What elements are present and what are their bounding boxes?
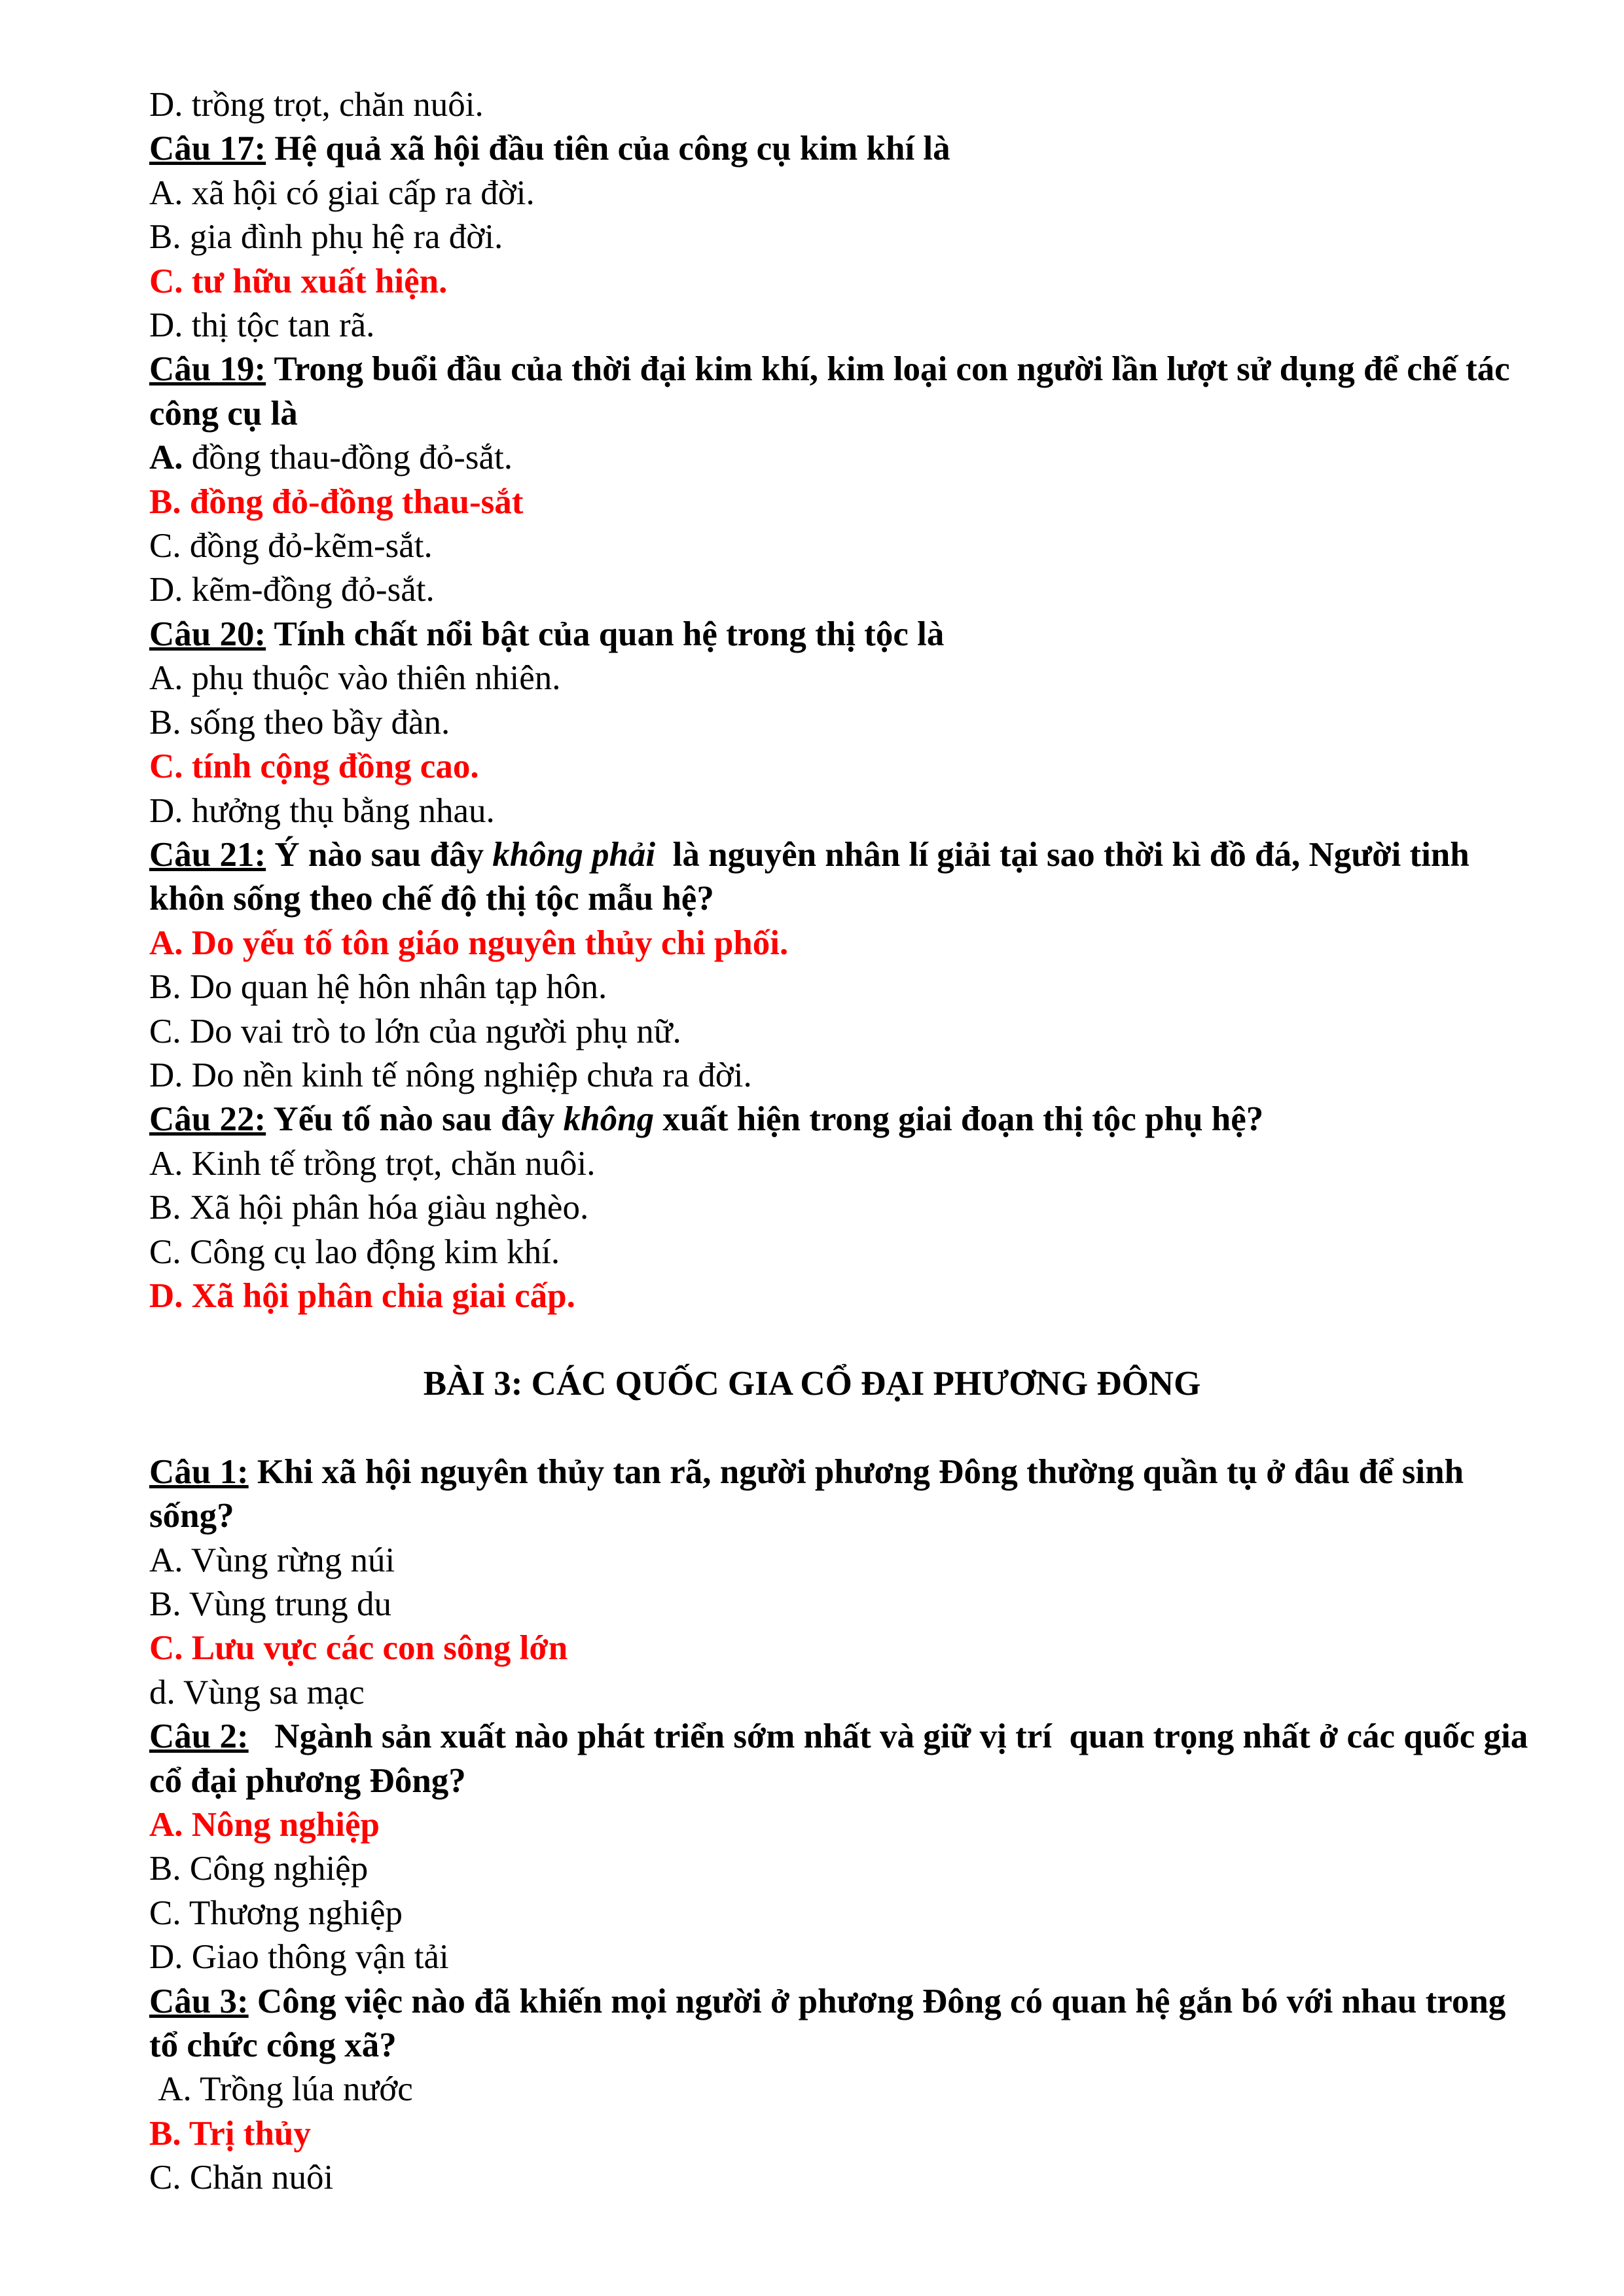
b3-question-2-label: Câu 2:: [149, 1717, 249, 1756]
question-19-label: Câu 19:: [149, 350, 266, 389]
q22-option-b: B. Xã hội phân hóa giàu nghèo.: [149, 1189, 589, 1227]
question-17-label: Câu 17:: [149, 130, 266, 168]
b3q3-option-a: A. Trồng lúa nước: [149, 2070, 413, 2109]
b3-question-3-text: Công việc nào đã khiến mọi người ở phương Đông có quan hệ gắn bó với nhau trong tổ chức công xã?: [149, 1982, 1515, 2065]
question-22-label: Câu 22:: [149, 1100, 266, 1139]
b3q1-option-b: B. Vùng trung du: [149, 1585, 392, 1623]
b3-question-3: [149, 1980, 1532, 2068]
question-21: [149, 833, 1532, 922]
q17-option-a: A. xã hội có giai cấp ra đời.: [149, 173, 535, 212]
question-21-text-emphasis: không phải: [492, 835, 656, 874]
question-17: [149, 127, 1532, 171]
b3q2-option-c: C. Thương nghiệp: [149, 1893, 403, 1932]
q22-option-a: A. Kinh tế trồng trọt, chăn nuôi.: [149, 1144, 596, 1183]
question-20-text: Tính chất nổi bật của quan hệ trong thị tộc là: [266, 615, 945, 653]
section-title: BÀI 3: CÁC QUỐC GIA CỔ ĐẠI PHƯƠNG ĐÔNG: [423, 1365, 1201, 1403]
b3-question-2-text: Ngành sản xuất nào phát triển sớm nhất và giữ vị trí quan trọng nhất ở các quốc gia cổ đại phương Đông?: [149, 1717, 1537, 1800]
q21-option-b: B. Do quan hệ hôn nhân tạp hôn.: [149, 968, 607, 1007]
q19-option-d: D. kẽm-đồng đỏ-sắt.: [149, 571, 435, 609]
q20-option-c-answer: C. tính cộng đồng cao.: [149, 747, 479, 786]
q19-option-a: [149, 436, 1532, 480]
question-21-text-pre: Ý nào sau đây: [266, 835, 493, 874]
question-22-text-post: xuất hiện trong giai đoạn thị tộc phụ hệ?: [654, 1100, 1264, 1139]
q20-option-d: D. hưởng thụ bằng nhau.: [149, 791, 495, 830]
b3q3-option-b-answer: B. Trị thủy: [149, 2114, 311, 2153]
b3-question-3-label: Câu 3:: [149, 1982, 249, 2020]
q22-option-d-answer: D. Xã hội phân chia giai cấp.: [149, 1276, 575, 1315]
q20-option-b: B. sống theo bầy đàn.: [149, 703, 450, 742]
b3q1-option-d: d. Vùng sa mạc: [149, 1673, 365, 1712]
question-20: [149, 613, 1532, 656]
question-22-text-pre: Yếu tố nào sau đây: [266, 1100, 564, 1139]
b3-question-1-text: Khi xã hội nguyên thủy tan rã, người phương Đông thường quần tụ ở đâu để sinh sống?: [149, 1452, 1473, 1535]
q21-option-d: D. Do nền kinh tế nông nghiệp chưa ra đời.: [149, 1056, 752, 1094]
q17-option-d: D. thị tộc tan rã.: [149, 306, 375, 345]
b3q1-option-a: A. Vùng rừng núi: [149, 1541, 395, 1579]
question-19: [149, 348, 1532, 436]
q17-option-b: B. gia đình phụ hệ ra đời.: [149, 218, 503, 257]
q19-option-a-letter: A.: [149, 439, 183, 477]
question-19-text: Trong buổi đầu của thời đại kim khí, kim loại con người lần lượt sử dụng để chế tác công cụ là: [149, 350, 1519, 433]
b3q2-option-d: D. Giao thông vận tải: [149, 1938, 449, 1977]
question-17-text: Hệ quả xã hội đầu tiên của công cụ kim khí là: [266, 130, 950, 168]
question-22: [149, 1098, 1532, 1141]
q16-option-d: D. trồng trọt, chăn nuôi.: [149, 86, 484, 124]
b3q2-option-b: B. Công nghiệp: [149, 1850, 369, 1888]
b3-question-1-label: Câu 1:: [149, 1452, 249, 1491]
q19-option-a-text: đồng thau-đồng đỏ-sắt.: [183, 439, 513, 477]
b3-question-1: [149, 1450, 1532, 1539]
b3q3-option-c: C. Chăn nuôi: [149, 2159, 334, 2197]
b3q1-option-c-answer: C. Lưu vực các con sông lớn: [149, 1629, 568, 1668]
q20-option-a: A. phụ thuộc vào thiên nhiên.: [149, 659, 561, 698]
q19-option-c: C. đồng đỏ-kẽm-sắt.: [149, 527, 433, 565]
q21-option-a-answer: A. Do yếu tố tôn giáo nguyên thủy chi phối.: [149, 924, 789, 962]
b3-question-2: [149, 1715, 1537, 1803]
question-22-text-emphasis: không: [563, 1100, 655, 1139]
question-20-label: Câu 20:: [149, 615, 266, 653]
q22-option-c: C. Công cụ lao động kim khí.: [149, 1232, 560, 1271]
q17-option-c-answer: C. tư hữu xuất hiện.: [149, 262, 448, 300]
question-21-text-post: là nguyên nhân lí giải tại sao thời kì đồ đá, Người tinh khôn sống theo chế độ thị tộc mẫu hệ?: [149, 835, 1478, 918]
b3q2-option-a-answer: A. Nông nghiệp: [149, 1806, 380, 1844]
q19-option-b-answer: B. đồng đỏ-đồng thau-sắt: [149, 482, 524, 521]
question-21-label: Câu 21:: [149, 835, 266, 874]
q21-option-c: C. Do vai trò to lớn của người phụ nữ.: [149, 1012, 681, 1050]
